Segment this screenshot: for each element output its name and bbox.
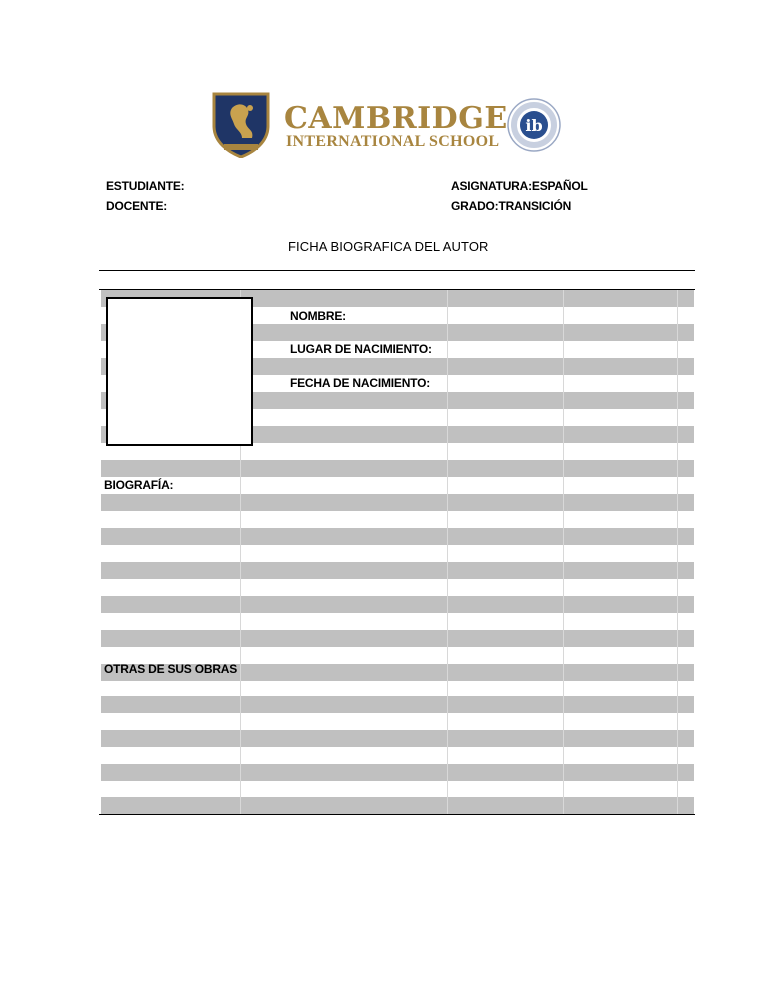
table-row bbox=[101, 696, 694, 713]
subject-label: ASIGNATURA:ESPAÑOL bbox=[451, 179, 588, 193]
column-gridline bbox=[563, 290, 564, 814]
grade-label: GRADO:TRANSICIÓN bbox=[451, 199, 572, 213]
school-crest-icon bbox=[212, 92, 270, 158]
teacher-label: DOCENTE: bbox=[106, 199, 168, 213]
table-row bbox=[101, 460, 694, 477]
table-row bbox=[101, 764, 694, 781]
photo-box[interactable] bbox=[106, 297, 253, 446]
name-label: NOMBRE: bbox=[290, 309, 346, 323]
form-title: FICHA BIOGRAFICA DEL AUTOR bbox=[288, 239, 489, 254]
table-row bbox=[101, 730, 694, 747]
school-logo bbox=[212, 92, 564, 158]
student-label: ESTUDIANTE: bbox=[106, 179, 185, 193]
other-works-label: OTRAS DE SUS OBRAS bbox=[104, 662, 238, 676]
school-subtitle: INTERNATIONAL SCHOOL bbox=[286, 133, 500, 150]
school-name: CAMBRIDGE bbox=[284, 101, 508, 136]
column-gridline bbox=[677, 290, 678, 814]
column-gridline bbox=[447, 290, 448, 814]
table-bottom-border bbox=[99, 814, 695, 815]
svg-text:ib: ib bbox=[525, 116, 543, 135]
table-row bbox=[101, 528, 694, 545]
ib-world-school-seal-icon bbox=[506, 96, 562, 154]
table-row bbox=[101, 562, 694, 579]
table-row bbox=[101, 596, 694, 613]
biography-label: BIOGRAFÍA: bbox=[104, 478, 174, 492]
table-row bbox=[101, 494, 694, 511]
birthdate-label: FECHA DE NACIMIENTO: bbox=[290, 376, 431, 390]
title-underline bbox=[99, 270, 695, 271]
birthplace-label: LUGAR DE NACIMIENTO: bbox=[290, 342, 432, 356]
table-row bbox=[101, 630, 694, 647]
table-row bbox=[101, 797, 694, 814]
